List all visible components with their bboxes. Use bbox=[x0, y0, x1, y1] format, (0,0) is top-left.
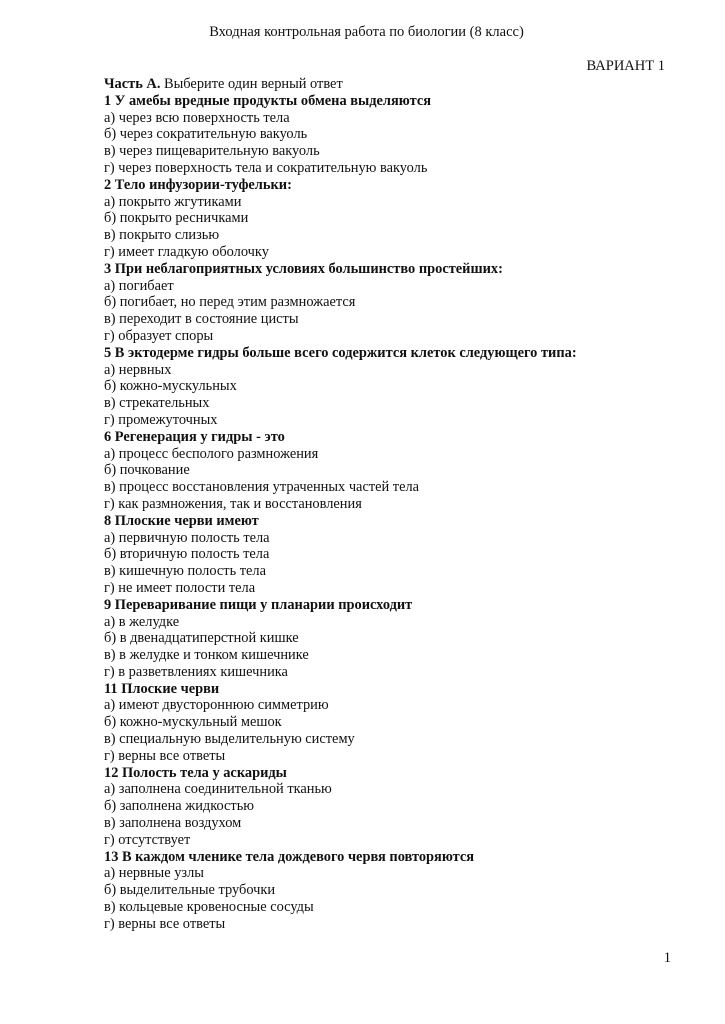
question-block bbox=[104, 429, 704, 513]
question-text: 13 В каждом членике тела дождевого червя повторяются bbox=[104, 848, 475, 865]
question-text: 3 При неблагоприятных условиях большинство простейших: bbox=[104, 260, 503, 277]
answer-option: б) погибает, но перед этим размножается bbox=[104, 294, 356, 311]
question-block bbox=[104, 261, 704, 345]
part-heading bbox=[104, 76, 704, 93]
answer-option: б) покрыто ресничками bbox=[104, 210, 249, 227]
question-text: 6 Регенерация у гидры - это bbox=[104, 428, 285, 445]
answer-option: в) переходит в состояние цисты bbox=[104, 311, 299, 328]
question-block bbox=[104, 597, 704, 681]
answer-option: б) почкование bbox=[104, 462, 190, 479]
answer-option: в) стрекательных bbox=[104, 395, 210, 412]
answer-option: г) образует споры bbox=[104, 327, 214, 344]
answer-option: г) в разветвлениях кишечника bbox=[104, 663, 288, 680]
question-text: 12 Полость тела у аскариды bbox=[104, 764, 287, 781]
answer-option: в) в желудке и тонком кишечнике bbox=[104, 647, 309, 664]
answer-option: б) вторичную полость тела bbox=[104, 546, 270, 563]
answer-option: б) кожно-мускульный мешок bbox=[104, 714, 282, 731]
question-block bbox=[104, 681, 704, 765]
answer-option: г) верны все ответы bbox=[104, 747, 226, 764]
answer-option: а) первичную полость тела bbox=[104, 529, 270, 546]
answer-option: б) в двенадцатиперстной кишке bbox=[104, 630, 299, 647]
answer-option: г) промежуточных bbox=[104, 411, 218, 428]
answer-option: в) специальную выделительную систему bbox=[104, 731, 355, 748]
part-instruction: Выберите один верный ответ bbox=[164, 76, 343, 92]
question-text: 5 В эктодерме гидры больше всего содержится клеток следующего типа: bbox=[104, 344, 577, 361]
answer-option: г) через поверхность тела и сократительную вакуоль bbox=[104, 159, 428, 176]
question-block bbox=[104, 849, 704, 933]
answer-option: а) имеют двустороннюю симметрию bbox=[104, 697, 329, 714]
answer-option: г) верны все ответы bbox=[104, 915, 226, 932]
answer-option: а) нервные узлы bbox=[104, 865, 204, 882]
question-list bbox=[104, 93, 704, 933]
page-number: 1 bbox=[663, 950, 671, 966]
part-label: Часть А. bbox=[104, 76, 161, 92]
answer-option: а) в желудке bbox=[104, 613, 180, 630]
answer-option: а) нервных bbox=[104, 361, 172, 378]
answer-option: г) отсутствует bbox=[104, 831, 191, 848]
answer-option: г) имеет гладкую оболочку bbox=[104, 243, 269, 260]
answer-option: в) через пищеварительную вакуоль bbox=[104, 143, 320, 160]
answer-option: б) кожно-мускульных bbox=[104, 378, 237, 395]
answer-option: а) процесс бесполого размножения bbox=[104, 445, 319, 462]
answer-option: г) не имеет полости тела bbox=[104, 579, 256, 596]
question-block bbox=[104, 345, 704, 429]
answer-option: в) кольцевые кровеносные сосуды bbox=[104, 899, 314, 916]
question-block bbox=[104, 93, 704, 177]
answer-option: а) через всю поверхность тела bbox=[104, 109, 290, 126]
answer-option: в) заполнена воздухом bbox=[104, 815, 242, 832]
question-block bbox=[104, 177, 704, 261]
question-text: 2 Тело инфузории-туфельки: bbox=[104, 176, 292, 193]
question-text: 11 Плоские черви bbox=[104, 680, 220, 697]
answer-option: в) покрыто слизью bbox=[104, 227, 220, 244]
answer-option: г) как размножения, так и восстановления bbox=[104, 495, 362, 512]
answer-option: а) покрыто жгутиками bbox=[104, 193, 242, 210]
variant-label: ВАРИАНТ 1 bbox=[586, 58, 665, 74]
question-text: 1 У амебы вредные продукты обмена выделяются bbox=[104, 92, 432, 109]
answer-option: б) выделительные трубочки bbox=[104, 882, 276, 899]
answer-option: в) процесс восстановления утраченных частей тела bbox=[104, 479, 420, 496]
answer-option: а) заполнена соединительной тканью bbox=[104, 781, 332, 798]
answer-option: а) погибает bbox=[104, 277, 174, 294]
document-title bbox=[0, 24, 725, 41]
answer-option: б) заполнена жидкостью bbox=[104, 798, 255, 815]
question-text: 9 Переваривание пищи у планарии происходит bbox=[104, 596, 413, 613]
question-block bbox=[104, 765, 704, 849]
question-text: 8 Плоские черви имеют bbox=[104, 512, 259, 529]
answer-option: в) кишечную полость тела bbox=[104, 563, 266, 580]
document-title-text: Входная контрольная работа по биологии (8 класс) bbox=[209, 24, 524, 40]
answer-option: б) через сократительную вакуоль bbox=[104, 126, 308, 143]
question-block bbox=[104, 513, 704, 597]
test-content bbox=[104, 76, 704, 933]
